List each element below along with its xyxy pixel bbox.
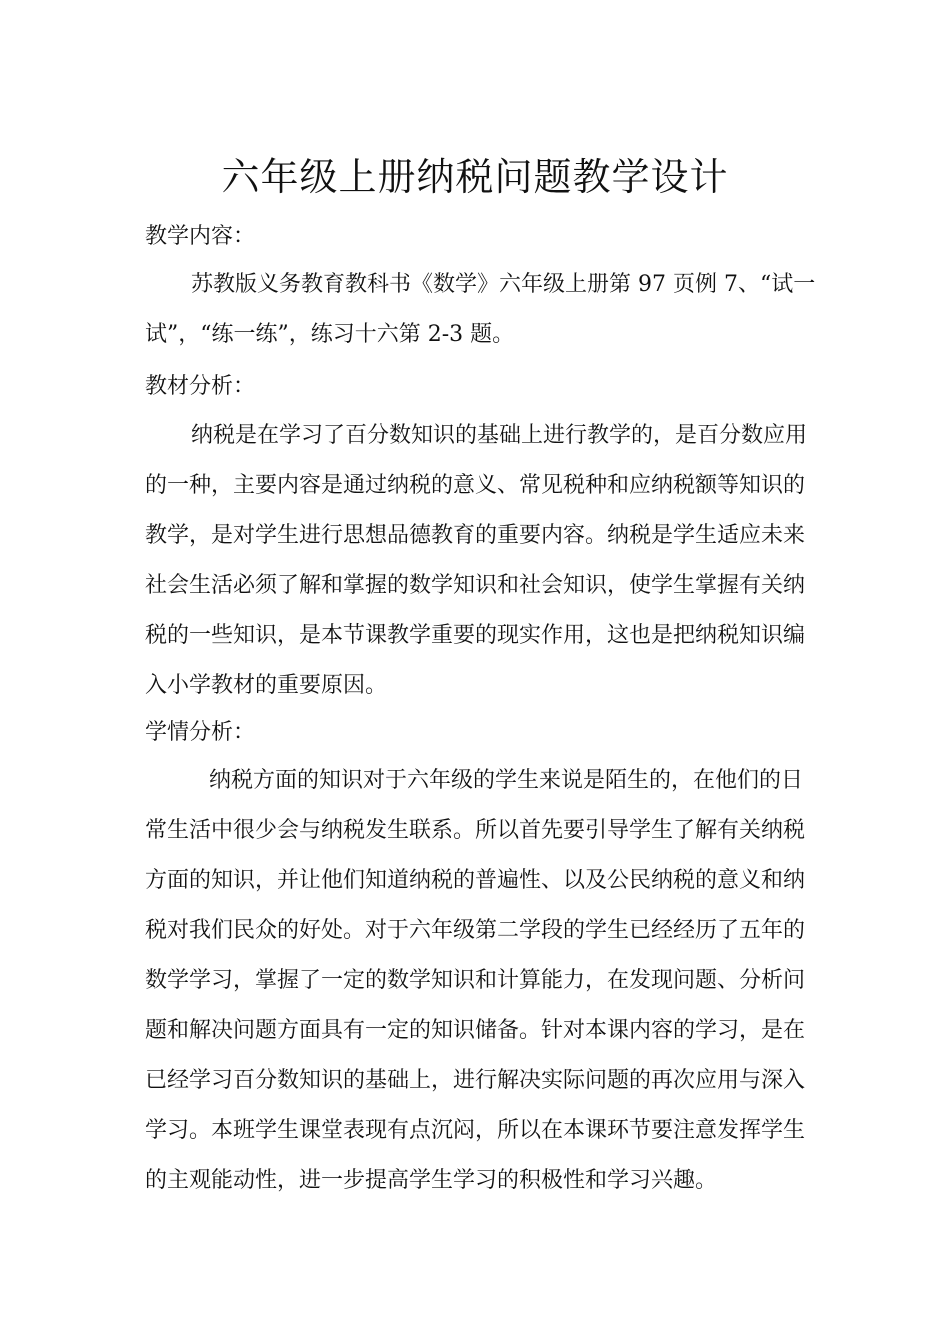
body-line: 税的一些知识，是本节课教学重要的现实作用，这也是把纳税知识编: [145, 623, 806, 648]
section-body-learner-analysis: [145, 756, 810, 1206]
section-heading-teaching-content: 教学内容：: [145, 224, 256, 249]
section-body-teaching-content: [145, 260, 816, 360]
body-line: 常生活中很少会与纳税发生联系。所以首先要引导学生了解有关纳税: [145, 818, 806, 843]
body-line: 方面的知识，并让他们知道纳税的普遍性、以及公民纳税的意义和纳: [145, 868, 806, 893]
body-line: 苏教版义务教育教科书《数学》六年级上册第 97 页例 7、“试一: [191, 272, 816, 297]
body-line: 学习。本班学生课堂表现有点沉闷，所以在本课环节要注意发挥学生: [145, 1118, 806, 1143]
body-line: 纳税是在学习了百分数知识的基础上进行教学的，是百分数应用: [191, 423, 808, 448]
body-line: 纳税方面的知识对于六年级的学生来说是陌生的，在他们的日: [209, 768, 804, 793]
body-line: 社会生活必须了解和掌握的数学知识和社会知识，使学生掌握有关纳: [145, 573, 806, 598]
section-heading-material-analysis: 教材分析：: [145, 374, 256, 399]
body-line: 数学学习，掌握了一定的数学知识和计算能力，在发现问题、分析问: [145, 968, 806, 993]
body-line: 已经学习百分数知识的基础上，进行解决实际问题的再次应用与深入: [145, 1068, 806, 1093]
body-line: 税对我们民众的好处。对于六年级第二学段的学生已经经历了五年的: [145, 918, 806, 943]
document-title: 六年级上册纳税问题教学设计: [221, 155, 729, 199]
body-line: 题和解决问题方面具有一定的知识储备。针对本课内容的学习，是在: [145, 1018, 806, 1043]
body-line: 的一种，主要内容是通过纳税的意义、常见税种和应纳税额等知识的: [145, 473, 806, 498]
body-line: 试”，“练一练”，练习十六第 2-3 题。: [145, 322, 515, 347]
body-line: 的主观能动性，进一步提高学生学习的积极性和学习兴趣。: [145, 1168, 718, 1193]
section-heading-learner-analysis: 学情分析：: [145, 720, 256, 745]
section-body-material-analysis: [145, 411, 810, 711]
body-line: 入小学教材的重要原因。: [145, 673, 388, 698]
body-line: 教学，是对学生进行思想品德教育的重要内容。纳税是学生适应未来: [145, 523, 806, 548]
